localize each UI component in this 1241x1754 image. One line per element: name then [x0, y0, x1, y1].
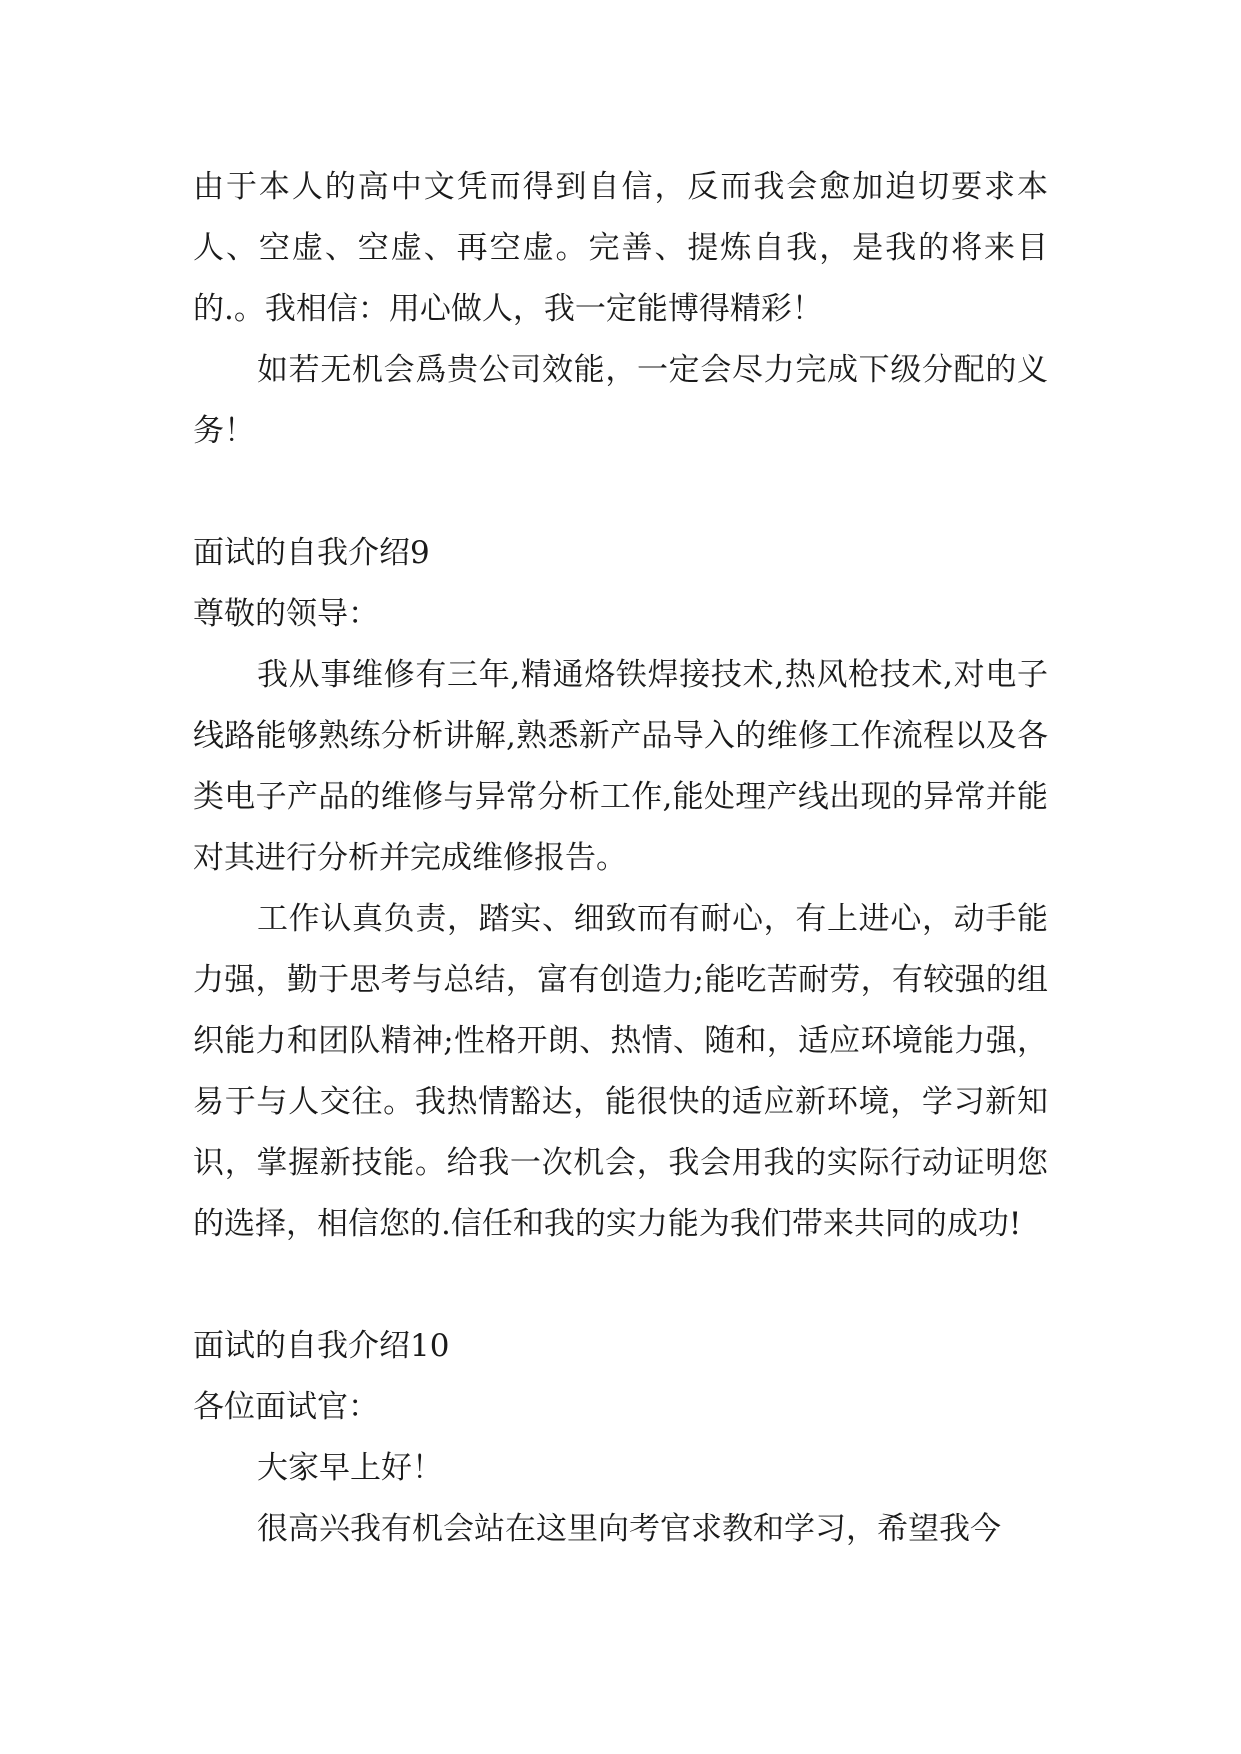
body-paragraph: 由于本人的高中文凭而得到自信，反而我会愈加迫切要求本人、空虚、空虚、再空虚。完善、提炼自我，是我的将来目的.。我相信：用心做人，我一定能博得精彩！: [193, 169, 1048, 327]
body-paragraph: 我从事维修有三年,精通烙铁焊接技术,热风枪技术,对电子线路能够熟练分析讲解,熟悉新产品导入的维修工作流程以及各类电子产品的维修与异常分析工作,能处理产线出现的异常并能对其进行分析并完成维修报告。: [193, 657, 1048, 876]
body-paragraph: 很高兴我有机会站在这里向考官求教和学习，希望我今: [257, 1511, 1001, 1547]
section-gap: [193, 462, 1048, 523]
body-paragraph: 工作认真负责，踏实、细致而有耐心，有上进心，动手能力强，勤于思考与总结，富有创造力;能吃苦耐劳，有较强的组织能力和团队精神;性格开朗、热情、随和，适应环境能力强，易于与人交往。我热情豁达，能很快的适应新环境，学习新知识，掌握新技能。给我一次机会，我会用我的实际行动证明您的选择，相信您的.信任和我的实力能为我们带来共同的成功!: [193, 901, 1048, 1242]
body-paragraph: 大家早上好！: [257, 1450, 443, 1486]
salutation: 尊敬的领导：: [193, 596, 379, 632]
section-gap: [193, 1255, 1048, 1316]
salutation: 各位面试官：: [193, 1389, 379, 1425]
section-title-9: 面试的自我介绍9: [193, 535, 430, 571]
body-paragraph: 如若无机会爲贵公司效能，一定会尽力完成下级分配的义务！: [193, 352, 1048, 449]
document-body: [193, 157, 1048, 1560]
section-title-10: 面试的自我介绍10: [193, 1328, 450, 1364]
